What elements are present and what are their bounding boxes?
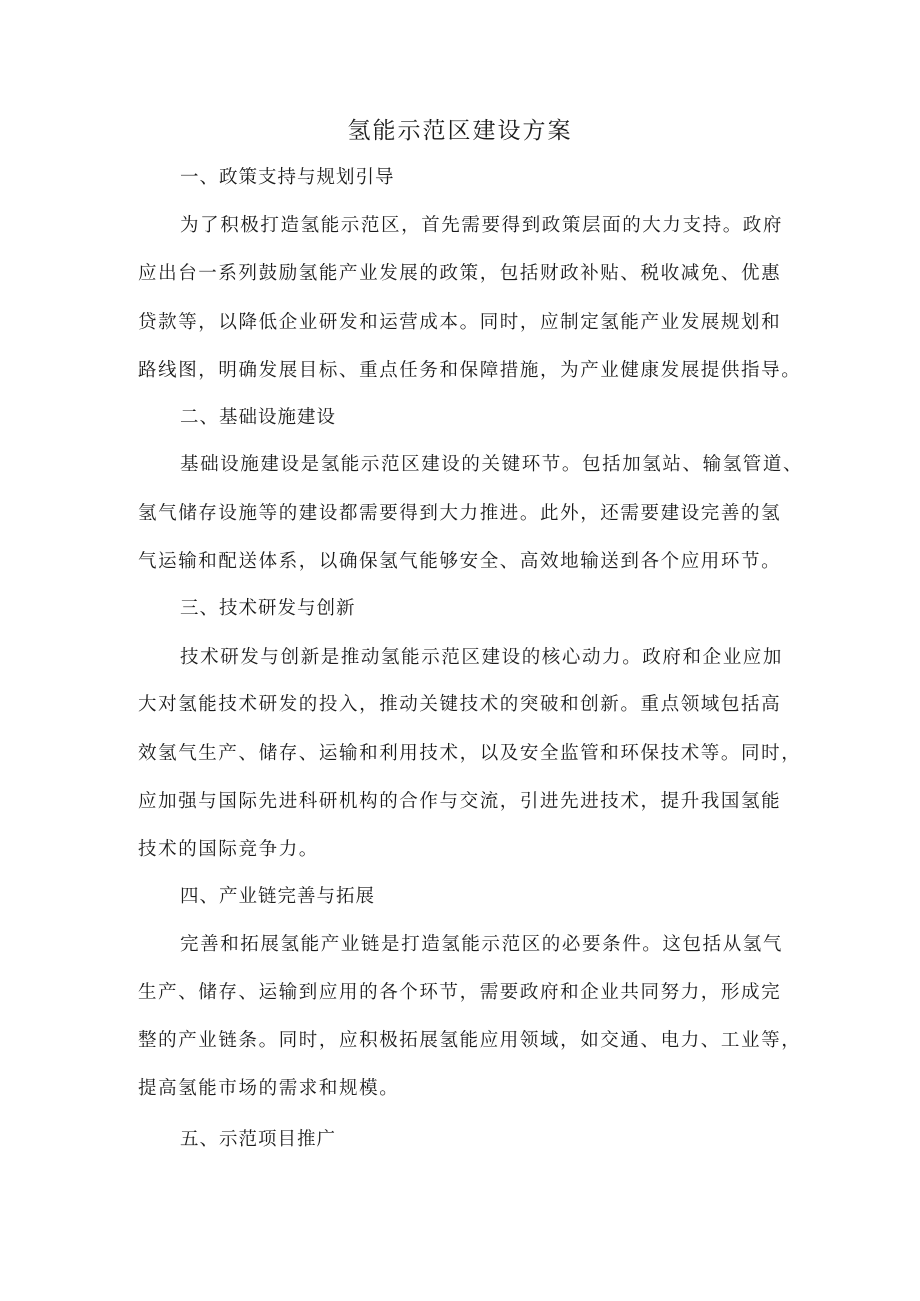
paragraph-line: 生产、储存、运输到应用的各个环节，需要政府和企业共同努力，形成完 xyxy=(138,982,782,1003)
paragraph-line: 基础设施建设是氢能示范区建设的关键环节。包括加氢站、输氢管道、 xyxy=(180,454,804,475)
section-heading: 五、示范项目推广 xyxy=(180,1129,337,1150)
section-heading: 二、基础设施建设 xyxy=(180,407,337,428)
paragraph-line: 贷款等，以降低企业研发和运营成本。同时，应制定氢能产业发展规划和 xyxy=(138,312,782,333)
paragraph-line: 提高氢能市场的需求和规模。 xyxy=(138,1078,400,1099)
paragraph-line: 大对氢能技术研发的投入，推动关键技术的突破和创新。重点领域包括高 xyxy=(138,694,782,715)
paragraph-line: 技术的国际竞争力。 xyxy=(138,839,319,860)
paragraph-line: 技术研发与创新是推动氢能示范区建设的核心动力。政府和企业应加 xyxy=(180,647,784,668)
paragraph-line: 为了积极打造氢能示范区，首先需要得到政策层面的大力支持。政府 xyxy=(180,215,784,236)
paragraph-line: 应加强与国际先进科研机构的合作与交流，引进先进技术，提升我国氢能 xyxy=(138,791,782,812)
paragraph-line: 路线图，明确发展目标、重点任务和保障措施，为产业健康发展提供指导。 xyxy=(138,360,802,381)
section-heading: 四、产业链完善与拓展 xyxy=(180,886,376,907)
section-heading: 一、政策支持与规划引导 xyxy=(180,167,395,188)
paragraph-line: 整的产业链条。同时，应积极拓展氢能应用领域，如交通、电力、工业等， xyxy=(138,1030,802,1051)
section-heading: 三、技术研发与创新 xyxy=(180,598,356,619)
paragraph-line: 完善和拓展氢能产业链是打造氢能示范区的必要条件。这包括从氢气 xyxy=(180,934,784,955)
paragraph-line: 应出台一系列鼓励氢能产业发展的政策，包括财政补贴、税收减免、优惠 xyxy=(138,263,782,284)
document-title: 氢能示范区建设方案 xyxy=(347,118,573,144)
paragraph-line: 效氢气生产、储存、运输和利用技术，以及安全监管和环保技术等。同时， xyxy=(138,743,802,764)
paragraph-line: 氢气储存设施等的建设都需要得到大力推进。此外，还需要建设完善的氢 xyxy=(138,503,782,524)
paragraph-line: 气运输和配送体系，以确保氢气能够安全、高效地输送到各个应用环节。 xyxy=(138,551,782,572)
